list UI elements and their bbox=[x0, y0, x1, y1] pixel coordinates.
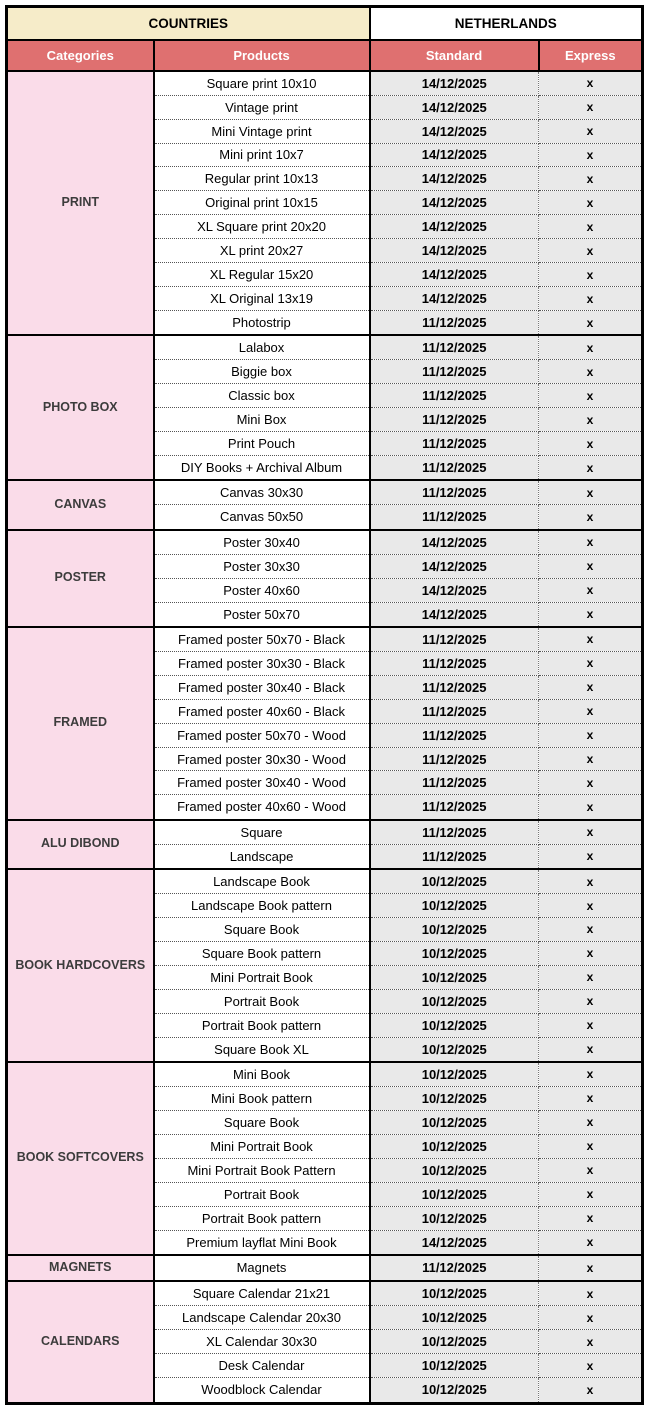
express-availability-cell: x bbox=[539, 456, 643, 481]
product-name-cell: DIY Books + Archival Album bbox=[154, 456, 370, 481]
standard-date-cell: 10/12/2025 bbox=[370, 1013, 539, 1037]
express-availability-cell: x bbox=[539, 894, 643, 918]
category-cell-canvas: CANVAS bbox=[7, 480, 154, 529]
express-availability-cell: x bbox=[539, 432, 643, 456]
express-availability-cell: x bbox=[539, 602, 643, 627]
express-availability-cell: x bbox=[539, 1110, 643, 1134]
standard-date-cell: 14/12/2025 bbox=[370, 554, 539, 578]
product-name-cell: Magnets bbox=[154, 1255, 370, 1281]
standard-date-cell: 10/12/2025 bbox=[370, 1330, 539, 1354]
express-availability-cell: x bbox=[539, 1306, 643, 1330]
express-availability-cell: x bbox=[539, 191, 643, 215]
express-availability-cell: x bbox=[539, 918, 643, 942]
product-name-cell: Square bbox=[154, 820, 370, 845]
product-name-cell: Square Book bbox=[154, 1110, 370, 1134]
standard-date-cell: 14/12/2025 bbox=[370, 578, 539, 602]
standard-date-cell: 11/12/2025 bbox=[370, 456, 539, 481]
standard-date-cell: 14/12/2025 bbox=[370, 167, 539, 191]
express-availability-cell: x bbox=[539, 1354, 643, 1378]
product-name-cell: Mini Portrait Book bbox=[154, 1134, 370, 1158]
column-header-categories: Categories bbox=[7, 40, 154, 71]
express-availability-cell: x bbox=[539, 869, 643, 894]
standard-date-cell: 11/12/2025 bbox=[370, 747, 539, 771]
standard-date-cell: 11/12/2025 bbox=[370, 675, 539, 699]
standard-date-cell: 14/12/2025 bbox=[370, 95, 539, 119]
standard-date-cell: 14/12/2025 bbox=[370, 191, 539, 215]
product-name-cell: Canvas 50x50 bbox=[154, 505, 370, 530]
express-availability-cell: x bbox=[539, 360, 643, 384]
product-name-cell: Framed poster 50x70 - Wood bbox=[154, 723, 370, 747]
product-name-cell: Mini Portrait Book bbox=[154, 965, 370, 989]
category-cell-framed: FRAMED bbox=[7, 627, 154, 820]
product-name-cell: Landscape Book bbox=[154, 869, 370, 894]
express-availability-cell: x bbox=[539, 119, 643, 143]
product-row bbox=[7, 530, 643, 555]
standard-date-cell: 10/12/2025 bbox=[370, 1134, 539, 1158]
standard-date-cell: 11/12/2025 bbox=[370, 820, 539, 845]
standard-date-cell: 10/12/2025 bbox=[370, 1182, 539, 1206]
product-name-cell: Canvas 30x30 bbox=[154, 480, 370, 505]
express-availability-cell: x bbox=[539, 651, 643, 675]
category-cell-poster: POSTER bbox=[7, 530, 154, 627]
standard-date-cell: 10/12/2025 bbox=[370, 1062, 539, 1087]
standard-date-cell: 11/12/2025 bbox=[370, 335, 539, 360]
standard-date-cell: 14/12/2025 bbox=[370, 287, 539, 311]
product-name-cell: Landscape Calendar 20x30 bbox=[154, 1306, 370, 1330]
standard-date-cell: 11/12/2025 bbox=[370, 844, 539, 869]
express-availability-cell: x bbox=[539, 554, 643, 578]
express-availability-cell: x bbox=[539, 1377, 643, 1403]
product-name-cell: Desk Calendar bbox=[154, 1354, 370, 1378]
category-cell-book-hardcovers: BOOK HARDCOVERS bbox=[7, 869, 154, 1062]
standard-date-cell: 10/12/2025 bbox=[370, 894, 539, 918]
standard-date-cell: 14/12/2025 bbox=[370, 263, 539, 287]
standard-date-cell: 11/12/2025 bbox=[370, 384, 539, 408]
standard-date-cell: 10/12/2025 bbox=[370, 1086, 539, 1110]
express-availability-cell: x bbox=[539, 95, 643, 119]
product-name-cell: Mini Book pattern bbox=[154, 1086, 370, 1110]
express-availability-cell: x bbox=[539, 408, 643, 432]
express-availability-cell: x bbox=[539, 1206, 643, 1230]
standard-date-cell: 11/12/2025 bbox=[370, 795, 539, 820]
category-cell-print: PRINT bbox=[7, 71, 154, 336]
standard-date-cell: 11/12/2025 bbox=[370, 651, 539, 675]
product-name-cell: XL print 20x27 bbox=[154, 239, 370, 263]
product-name-cell: Vintage print bbox=[154, 95, 370, 119]
product-name-cell: Biggie box bbox=[154, 360, 370, 384]
express-availability-cell: x bbox=[539, 239, 643, 263]
standard-date-cell: 11/12/2025 bbox=[370, 723, 539, 747]
express-availability-cell: x bbox=[539, 1330, 643, 1354]
express-availability-cell: x bbox=[539, 771, 643, 795]
express-availability-cell: x bbox=[539, 844, 643, 869]
standard-date-cell: 11/12/2025 bbox=[370, 1255, 539, 1281]
product-name-cell: Classic box bbox=[154, 384, 370, 408]
express-availability-cell: x bbox=[539, 287, 643, 311]
express-availability-cell: x bbox=[539, 1037, 643, 1062]
express-availability-cell: x bbox=[539, 530, 643, 555]
product-name-cell: XL Square print 20x20 bbox=[154, 215, 370, 239]
product-row bbox=[7, 480, 643, 505]
express-availability-cell: x bbox=[539, 795, 643, 820]
product-name-cell: Poster 50x70 bbox=[154, 602, 370, 627]
express-availability-cell: x bbox=[539, 1182, 643, 1206]
standard-date-cell: 11/12/2025 bbox=[370, 310, 539, 335]
product-name-cell: Mini print 10x7 bbox=[154, 143, 370, 167]
standard-date-cell: 10/12/2025 bbox=[370, 965, 539, 989]
standard-date-cell: 14/12/2025 bbox=[370, 530, 539, 555]
express-availability-cell: x bbox=[539, 71, 643, 96]
standard-date-cell: 14/12/2025 bbox=[370, 1230, 539, 1255]
express-availability-cell: x bbox=[539, 699, 643, 723]
product-name-cell: Photostrip bbox=[154, 310, 370, 335]
standard-date-cell: 10/12/2025 bbox=[370, 1206, 539, 1230]
express-availability-cell: x bbox=[539, 1134, 643, 1158]
product-name-cell: Poster 30x30 bbox=[154, 554, 370, 578]
standard-date-cell: 10/12/2025 bbox=[370, 1158, 539, 1182]
standard-date-cell: 10/12/2025 bbox=[370, 1377, 539, 1403]
standard-date-cell: 11/12/2025 bbox=[370, 480, 539, 505]
product-name-cell: Original print 10x15 bbox=[154, 191, 370, 215]
column-header-standard: Standard bbox=[370, 40, 539, 71]
express-availability-cell: x bbox=[539, 820, 643, 845]
standard-date-cell: 10/12/2025 bbox=[370, 1354, 539, 1378]
express-availability-cell: x bbox=[539, 480, 643, 505]
product-row bbox=[7, 71, 643, 96]
standard-date-cell: 11/12/2025 bbox=[370, 360, 539, 384]
product-name-cell: Framed poster 30x30 - Black bbox=[154, 651, 370, 675]
express-availability-cell: x bbox=[539, 1281, 643, 1306]
express-availability-cell: x bbox=[539, 167, 643, 191]
product-name-cell: Mini Vintage print bbox=[154, 119, 370, 143]
product-name-cell: Woodblock Calendar bbox=[154, 1377, 370, 1403]
product-name-cell: Poster 40x60 bbox=[154, 578, 370, 602]
product-name-cell: Framed poster 30x40 - Wood bbox=[154, 771, 370, 795]
product-name-cell: XL Regular 15x20 bbox=[154, 263, 370, 287]
product-name-cell: Landscape Book pattern bbox=[154, 894, 370, 918]
express-availability-cell: x bbox=[539, 384, 643, 408]
standard-date-cell: 10/12/2025 bbox=[370, 1110, 539, 1134]
product-name-cell: Print Pouch bbox=[154, 432, 370, 456]
standard-date-cell: 10/12/2025 bbox=[370, 869, 539, 894]
standard-date-cell: 11/12/2025 bbox=[370, 408, 539, 432]
express-availability-cell: x bbox=[539, 1013, 643, 1037]
standard-date-cell: 10/12/2025 bbox=[370, 1306, 539, 1330]
product-name-cell: Portrait Book bbox=[154, 989, 370, 1013]
product-row bbox=[7, 1281, 643, 1306]
express-availability-cell: x bbox=[539, 1230, 643, 1255]
product-name-cell: Landscape bbox=[154, 844, 370, 869]
category-cell-calendars: CALENDARS bbox=[7, 1281, 154, 1403]
product-name-cell: Square Book bbox=[154, 918, 370, 942]
express-availability-cell: x bbox=[539, 578, 643, 602]
product-name-cell: Square Calendar 21x21 bbox=[154, 1281, 370, 1306]
product-name-cell: Framed poster 50x70 - Black bbox=[154, 627, 370, 652]
express-availability-cell: x bbox=[539, 1062, 643, 1087]
product-row bbox=[7, 1255, 643, 1281]
standard-date-cell: 11/12/2025 bbox=[370, 432, 539, 456]
standard-date-cell: 10/12/2025 bbox=[370, 918, 539, 942]
product-name-cell: Portrait Book pattern bbox=[154, 1206, 370, 1230]
express-availability-cell: x bbox=[539, 505, 643, 530]
product-name-cell: Framed poster 30x30 - Wood bbox=[154, 747, 370, 771]
category-cell-photo-box: PHOTO BOX bbox=[7, 335, 154, 480]
category-cell-alu-dibond: ALU DIBOND bbox=[7, 820, 154, 869]
standard-date-cell: 14/12/2025 bbox=[370, 119, 539, 143]
express-availability-cell: x bbox=[539, 1255, 643, 1281]
product-name-cell: XL Original 13x19 bbox=[154, 287, 370, 311]
product-name-cell: Portrait Book bbox=[154, 1182, 370, 1206]
express-availability-cell: x bbox=[539, 335, 643, 360]
product-name-cell: Mini Book bbox=[154, 1062, 370, 1087]
express-availability-cell: x bbox=[539, 263, 643, 287]
product-name-cell: Premium layflat Mini Book bbox=[154, 1230, 370, 1255]
category-cell-magnets: MAGNETS bbox=[7, 1255, 154, 1281]
express-availability-cell: x bbox=[539, 143, 643, 167]
express-availability-cell: x bbox=[539, 747, 643, 771]
column-header-express: Express bbox=[539, 40, 643, 71]
product-name-cell: Portrait Book pattern bbox=[154, 1013, 370, 1037]
product-row bbox=[7, 869, 643, 894]
country-header-netherlands: NETHERLANDS bbox=[370, 7, 643, 40]
product-row bbox=[7, 820, 643, 845]
column-header-row bbox=[7, 40, 643, 71]
product-name-cell: Mini Portrait Book Pattern bbox=[154, 1158, 370, 1182]
standard-date-cell: 14/12/2025 bbox=[370, 215, 539, 239]
express-availability-cell: x bbox=[539, 675, 643, 699]
product-name-cell: Poster 30x40 bbox=[154, 530, 370, 555]
standard-date-cell: 10/12/2025 bbox=[370, 1037, 539, 1062]
top-header-row bbox=[7, 7, 643, 40]
product-name-cell: XL Calendar 30x30 bbox=[154, 1330, 370, 1354]
express-availability-cell: x bbox=[539, 989, 643, 1013]
standard-date-cell: 11/12/2025 bbox=[370, 505, 539, 530]
product-name-cell: Lalabox bbox=[154, 335, 370, 360]
express-availability-cell: x bbox=[539, 965, 643, 989]
product-name-cell: Square Book XL bbox=[154, 1037, 370, 1062]
express-availability-cell: x bbox=[539, 723, 643, 747]
standard-date-cell: 10/12/2025 bbox=[370, 1281, 539, 1306]
delivery-dates-table bbox=[5, 5, 644, 1405]
standard-date-cell: 14/12/2025 bbox=[370, 71, 539, 96]
standard-date-cell: 11/12/2025 bbox=[370, 771, 539, 795]
product-row bbox=[7, 627, 643, 652]
express-availability-cell: x bbox=[539, 627, 643, 652]
standard-date-cell: 14/12/2025 bbox=[370, 602, 539, 627]
standard-date-cell: 10/12/2025 bbox=[370, 941, 539, 965]
product-row bbox=[7, 335, 643, 360]
product-name-cell: Framed poster 30x40 - Black bbox=[154, 675, 370, 699]
product-name-cell: Framed poster 40x60 - Wood bbox=[154, 795, 370, 820]
product-name-cell: Square print 10x10 bbox=[154, 71, 370, 96]
express-availability-cell: x bbox=[539, 1086, 643, 1110]
express-availability-cell: x bbox=[539, 215, 643, 239]
countries-header: COUNTRIES bbox=[7, 7, 370, 40]
product-name-cell: Framed poster 40x60 - Black bbox=[154, 699, 370, 723]
standard-date-cell: 10/12/2025 bbox=[370, 989, 539, 1013]
column-header-products: Products bbox=[154, 40, 370, 71]
express-availability-cell: x bbox=[539, 1158, 643, 1182]
product-name-cell: Square Book pattern bbox=[154, 941, 370, 965]
standard-date-cell: 14/12/2025 bbox=[370, 143, 539, 167]
express-availability-cell: x bbox=[539, 941, 643, 965]
standard-date-cell: 11/12/2025 bbox=[370, 627, 539, 652]
standard-date-cell: 11/12/2025 bbox=[370, 699, 539, 723]
standard-date-cell: 14/12/2025 bbox=[370, 239, 539, 263]
express-availability-cell: x bbox=[539, 310, 643, 335]
product-row bbox=[7, 1062, 643, 1087]
product-name-cell: Regular print 10x13 bbox=[154, 167, 370, 191]
product-name-cell: Mini Box bbox=[154, 408, 370, 432]
table-body bbox=[7, 71, 643, 1404]
category-cell-book-softcovers: BOOK SOFTCOVERS bbox=[7, 1062, 154, 1255]
